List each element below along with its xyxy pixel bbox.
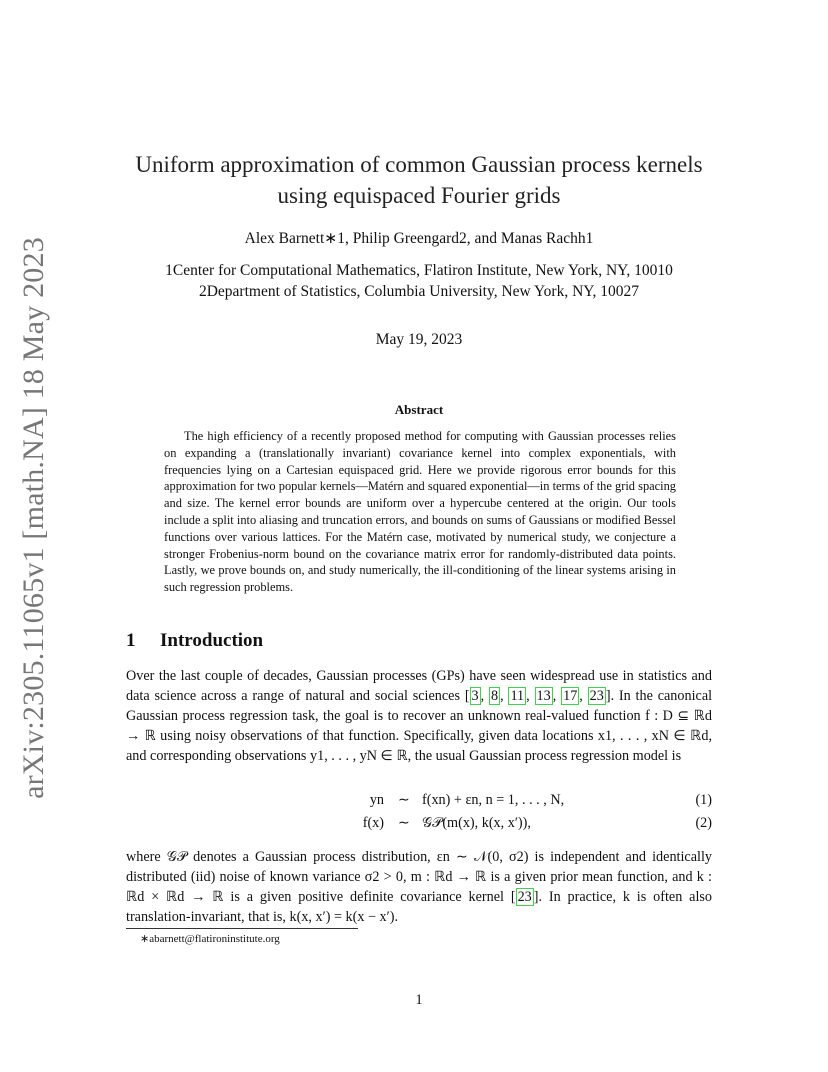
intro-p1-text-b: ]. In the canonical Gaussian process regression task, the goal is to recover an unknown real-valued function f : D ⊆ ℝd → ℝ using noisy observations of that function. Specifically, given data locations x1, . . . , xN ∈ ℝd, and corresponding observations y1, . . . , yN ∈ ℝ, the usual Gaussian process regression model is <box>126 688 713 764</box>
intro-paragraph-1: Over the last couple of decades, Gaussian processes (GPs) have seen widespread use in statistics and data science across a range of natural and social sciences [ 3 , 8 , 11 , 13 , 17 , 23 ]. In the canonical Gaussian process regression task, the goal is to recover an unknown real-valued function f : D ⊆ ℝd → ℝ using noisy observations of that function. Specifically, given data locations x1, . . . , xN ∈ ℝd, and corresponding observations y1, . . . , yN ∈ ℝ, the usual Gaussian process regression model is <box>126 668 713 764</box>
intro-p2-text-a: where 𝒢𝒫 denotes a Gaussian process distribution, εn ∼ 𝒩(0, σ2) is independent and identically distributed (iid) noise of known variance σ2 > 0, m : ℝd → ℝ is a given prior mean function, and k : ℝd × ℝd → ℝ is a given positive definite covariance kernel [ <box>126 849 712 905</box>
equation-relation: ∼ <box>398 792 410 808</box>
affiliation-1: 1Center for Computational Mathematics, Flatiron Institute, New York, NY, 10010 <box>165 262 673 279</box>
equation-2 <box>126 815 712 838</box>
intro-paragraph-2 <box>126 847 712 927</box>
section-number: 1 <box>126 630 136 651</box>
footnote-email: ∗abarnett@flatironinstitute.org <box>140 933 280 945</box>
abstract-body <box>164 428 676 596</box>
title-line-1: Uniform approximation of common Gaussian process kernels <box>135 152 703 177</box>
paper-title <box>124 149 714 211</box>
citation-link[interactable]: 8 <box>491 688 499 704</box>
abstract-heading: Abstract <box>394 402 444 417</box>
citation-link[interactable]: 17 <box>563 688 578 704</box>
equation-1 <box>126 792 712 815</box>
title-line-2: using equispaced Fourier grids <box>277 183 561 208</box>
equation-number: (2) <box>695 815 712 831</box>
arxiv-identifier: arXiv:2305.11065v1 [math.NA] 18 May 2023 <box>17 237 50 799</box>
abstract-text: The high efficiency of a recently proposed method for computing with Gaussian processes relies on expanding a (translationally invariant) covariance kernel into complex exponentials, with frequencies lying on a Cartesian equispaced grid. Here we provide rigorous error bounds for this approximation for two popular kernels—Matérn and squared exponential—in terms of the grid spacing and size. The kernel error bounds are uniform over a hypercube centered at the origin. Our tools include a split into aliasing and truncation errors, and bounds on sums of Gaussians or modified Bessel functions over various lattices. For the Matérn case, motivated by numerical study, we conjecture a stronger Frobenius-norm bound on the covariance matrix error for randomly-distributed data points. Lastly, we prove bounds on, and study numerically, the ill-conditioning of the linear systems arising in such regression problems. <box>164 429 676 595</box>
equation-relation: ∼ <box>398 815 410 831</box>
equation-rhs: f(xn) + εn, n = 1, . . . , N, <box>422 792 565 808</box>
equation-block <box>126 792 712 838</box>
citation-link[interactable]: 13 <box>536 688 551 704</box>
affiliation-2: 2Department of Statistics, Columbia University, New York, NY, 10027 <box>198 283 639 300</box>
equation-rhs: 𝒢𝒫(m(x), k(x, x′)), <box>422 815 531 831</box>
arxiv-sidebar <box>8 237 60 799</box>
authors: Alex Barnett∗1, Philip Greengard2, and Manas Rachh1 <box>244 230 594 247</box>
equation-number: (1) <box>695 792 712 808</box>
intro-p2-text-b: ]. In practice, k is often also translation-invariant, that is, k(x, x′) = k(x − x′). <box>126 889 712 925</box>
section-heading <box>126 630 263 652</box>
citation-link[interactable]: 3 <box>471 688 479 704</box>
page-number: 1 <box>415 992 423 1008</box>
equation-lhs: yn <box>369 792 384 808</box>
citation-link[interactable]: 11 <box>510 688 525 704</box>
paper-date: May 19, 2023 <box>375 331 463 348</box>
equation-lhs: f(x) <box>362 815 384 831</box>
section-title: Introduction <box>160 630 264 651</box>
citation-link[interactable]: 23 <box>589 688 604 704</box>
footnote-divider <box>126 928 358 929</box>
citation-link[interactable]: 23 <box>517 889 532 905</box>
intro-p1-text-a: Over the last couple of decades, Gaussian processes (GPs) have seen widespread use in statistics and data science across a range of natural and social sciences [ <box>126 668 712 704</box>
